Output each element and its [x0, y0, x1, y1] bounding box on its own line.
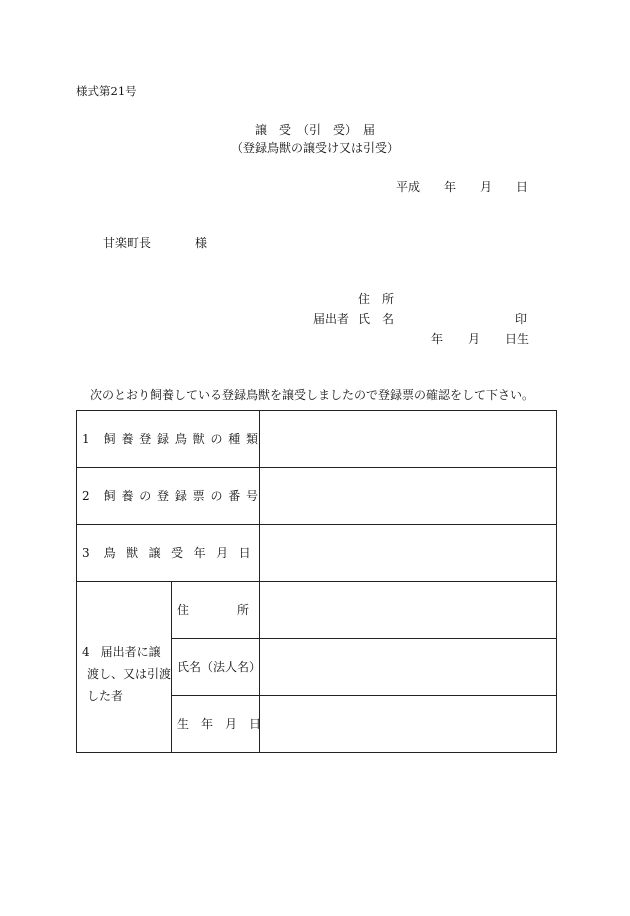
value-cell-transferor-birth-date[interactable]: [260, 696, 556, 752]
birth-day: 日生: [505, 332, 530, 346]
row-label-text: 飼養登録鳥獣の種類: [103, 432, 264, 446]
sub-label-birth-date: 生 年 月 日: [177, 717, 262, 731]
row-label-text: 飼養の登録票の番号: [103, 489, 264, 503]
table-border-left: [76, 410, 77, 753]
recipient: [103, 237, 207, 249]
birth-month: 月: [468, 332, 481, 346]
applicant-name-line: [313, 313, 394, 325]
row-label-line: 届出者に譲: [100, 645, 161, 659]
table-row-label: [82, 490, 264, 502]
recipient-honorific: 様: [195, 236, 208, 250]
notifier-label: 届出者: [313, 312, 350, 326]
date-line: [396, 181, 528, 193]
sub-label-address: 住 所: [177, 603, 250, 617]
table-row-label: [82, 433, 264, 445]
document-subtitle: （登録鳥獣の譲受け又は引受）: [230, 141, 399, 155]
date-era: 平成: [396, 180, 421, 194]
date-month: 月: [480, 180, 493, 194]
row-number: 4: [82, 645, 90, 659]
sub-label-name: 氏名（法人名）: [177, 660, 262, 674]
date-day: 日: [516, 180, 529, 194]
form-number: 様式第21号: [76, 84, 137, 98]
row-number: 2: [82, 489, 90, 503]
row-label-line: 渡し、又は引渡: [87, 667, 172, 681]
value-cell-transfer-date[interactable]: [260, 525, 556, 581]
row-number: 3: [82, 546, 90, 560]
seal-mark: 印: [515, 312, 528, 326]
value-cell-transferor-name[interactable]: [260, 639, 556, 695]
table-row-label: [82, 547, 261, 559]
statement-text: 次のとおり飼養している登録鳥獣を譲受しましたので登録票の確認をして下さい。: [90, 388, 535, 402]
birth-date-line: [431, 333, 529, 345]
row-label-text: 鳥獣譲受年月日: [103, 546, 262, 560]
table-row-label: [82, 641, 171, 707]
applicant-address-label: 住 所: [358, 292, 395, 306]
value-cell-transferor-address[interactable]: [260, 582, 556, 638]
value-cell-species[interactable]: [260, 411, 556, 467]
document-title: 譲 受 （引 受） 届: [254, 123, 375, 137]
table-subcolumn-divider: [171, 581, 172, 753]
recipient-name: 甘楽町長: [103, 236, 152, 250]
birth-year: 年: [431, 332, 444, 346]
value-cell-registration-number[interactable]: [260, 468, 556, 524]
date-year: 年: [444, 180, 457, 194]
table-border-bottom: [76, 752, 557, 753]
table-border-right: [556, 410, 557, 753]
row-number: 1: [82, 432, 90, 446]
row-label-line: した者: [87, 689, 124, 703]
applicant-name-label: 氏 名: [358, 312, 395, 326]
